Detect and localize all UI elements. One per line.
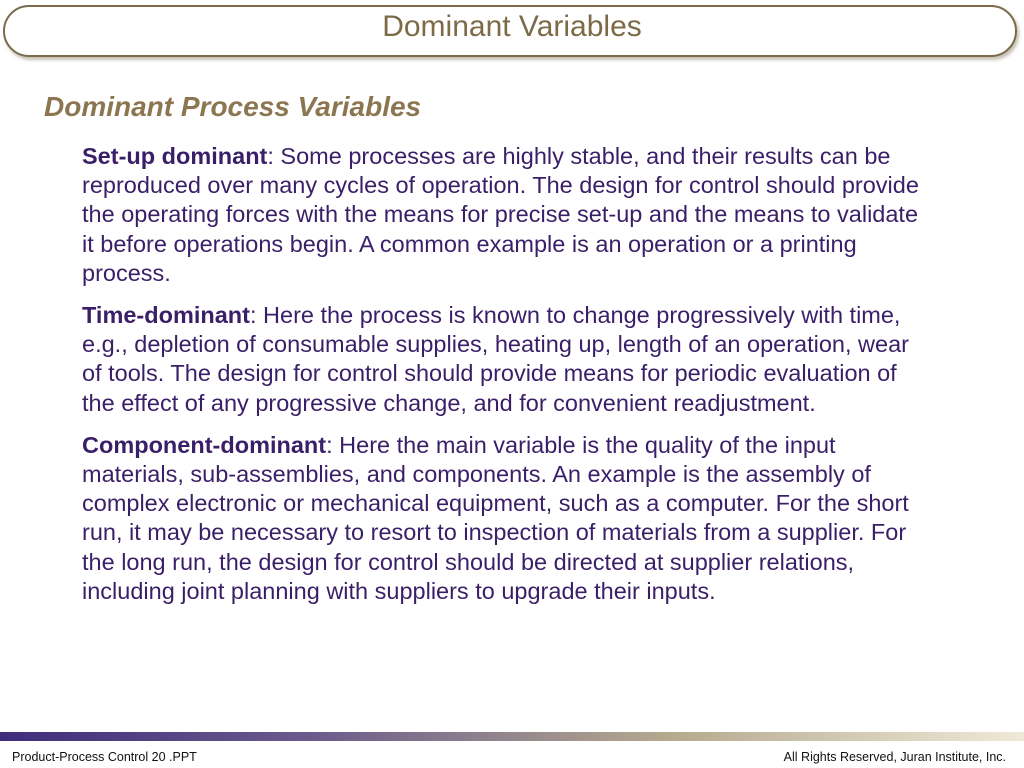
term-component-dominant: Component-dominant <box>82 431 327 458</box>
paragraph-text: : Here the main variable is the quality of the input materials, sub-assemblies, and components. An example is the assembly of complex electronic or mechanical equipment, such as a computer. For the short run, it may be necessary to resort to inspection of materials from a supplier. For the long run, the design for control should be directed at supplier relations, including joint planning with suppliers to upgrade their inputs. <box>82 431 909 604</box>
slide-subtitle: Dominant Process Variables <box>44 91 422 122</box>
paragraph-text: : Here the process is known to change progressively with time, e.g., depletion of consumable supplies, heating up, length of an operation, wear of tools. The design for control should provide means for periodic evaluation of the effect of any progressive change, and for convenient readjustment. <box>82 302 909 416</box>
footer-left-text: Product-Process Control 20 .PPT <box>12 750 197 764</box>
paragraph-text: : Some processes are highly stable, and their results can be reproduced over many cycles of operation. The design for control should provide the operating forces with the means for precise set-up and the means to validate it before operations begin. A common example is an operation or a printing process. <box>82 143 919 286</box>
footer-right-text: All Rights Reserved, Juran Institute, Inc. <box>783 750 1006 764</box>
paragraph-setup-dominant <box>82 142 922 288</box>
body-text <box>82 142 922 619</box>
paragraph-component-dominant <box>82 431 922 606</box>
term-time-dominant: Time-dominant <box>82 302 250 329</box>
paragraph-time-dominant <box>82 301 922 418</box>
footer-divider <box>0 732 1024 741</box>
slide-title: Dominant Variables <box>382 10 642 43</box>
term-setup-dominant: Set-up dominant <box>82 143 268 169</box>
